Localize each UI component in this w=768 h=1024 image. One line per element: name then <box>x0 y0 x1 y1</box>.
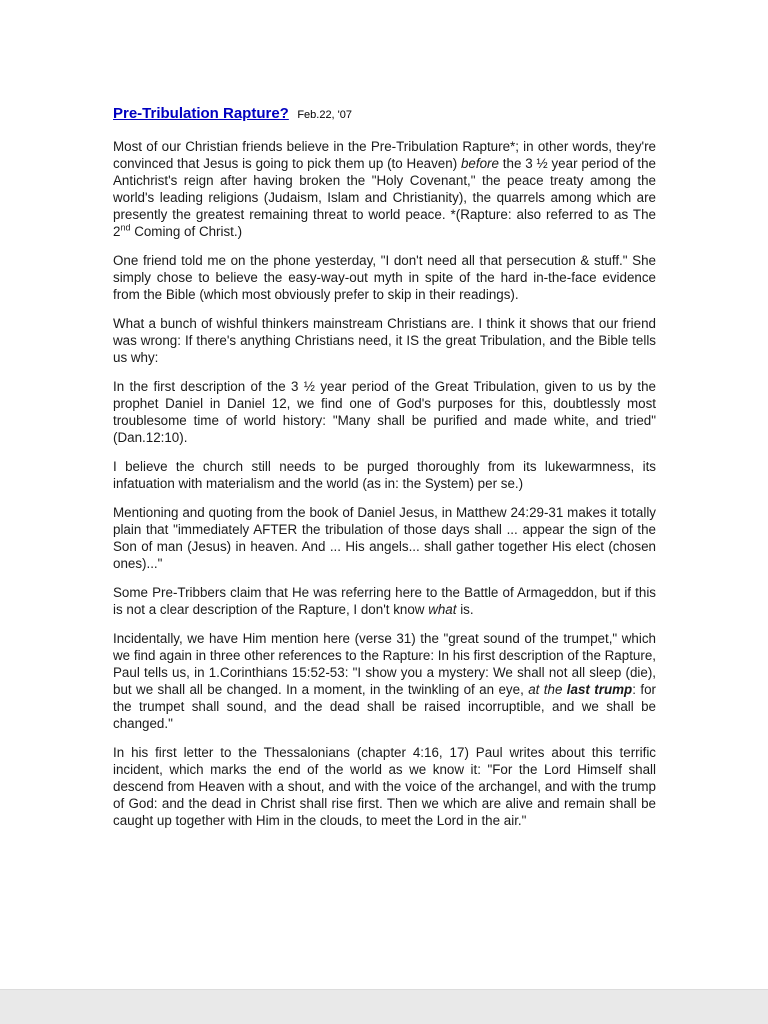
document-title-row <box>113 104 656 125</box>
viewer-footer-bar <box>0 989 768 1024</box>
document-body <box>113 104 656 841</box>
paragraph: In the first description of the 3 ½ year period of the Great Tribulation, given to us by the prophet Daniel in Daniel 12, we find one of God's purposes for this, doubtlessly most troublesome time of world history: "Many shall be purified and made white, and tried" (Dan.12:10). <box>113 379 656 445</box>
paragraph: I believe the church still needs to be purged thoroughly from its lukewarmness, its infatuation with materialism and the world (as in: the System) per se.) <box>113 459 656 491</box>
paragraph: One friend told me on the phone yesterday, "I don't need all that persecution & stuff." She simply chose to believe the easy-way-out myth in spite of the hard in-the-face evidence from the Bible (which most obviously prefer to skip in their readings). <box>113 253 656 302</box>
document-title-link[interactable]: Pre-Tribulation Rapture? <box>113 105 289 122</box>
paragraph: What a bunch of wishful thinkers mainstream Christians are. I think it shows that our friend was wrong: If there's anything Christians need, it IS the great Tribulation, and the Bible tells us why: <box>113 316 656 365</box>
paragraph: In his first letter to the Thessalonians (chapter 4:16, 17) Paul writes about this terrific incident, which marks the end of the world as we know it: "For the Lord Himself shall descend from Heaven with a shout, and with the voice of the archangel, and with the trump of God: and the dead in Christ shall rise first. Then we which are alive and remain shall be caught up together with Him in the clouds, to meet the Lord in the air." <box>113 745 656 828</box>
paragraph: Mentioning and quoting from the book of Daniel Jesus, in Matthew 24:29-31 makes it totally plain that "immediately AFTER the tribulation of those days shall ... appear the sign of the Son of man (Jesus) in heaven. And ... His angels... shall gather together His elect (chosen ones)..." <box>113 505 656 571</box>
document-date: Feb.22, '07 <box>297 109 353 121</box>
paragraph: Most of our Christian friends believe in the Pre-Tribulation Rapture*; in other words, they're convinced that Jesus is going to pick them up (to Heaven) before the 3 ½ year period of the Antichrist's reign after having broken the "Holy Covenant," the peace treaty among the world's leading religions (Judaism, Islam and Christianity), the quarrels among which are presently the greatest remaining threat to world peace. *(Rapture: also referred to as The 2nd Coming of Christ.) <box>113 139 656 239</box>
paragraph: Incidentally, we have Him mention here (verse 31) the "great sound of the trumpet," which we find again in three other references to the Rapture: In his first description of the Rapture, Paul tells us, in 1.Corinthians 15:52-53: "I show you a mystery: We shall not all sleep (die), but we shall all be changed. In a moment, in the twinkling of an eye, at the last trump: for the trumpet shall sound, and the dead shall be raised incorruptible, and we shall be changed." <box>113 631 656 731</box>
paragraph: Some Pre-Tribbers claim that He was referring here to the Battle of Armageddon, but if this is not a clear description of the Rapture, I don't know what is. <box>113 585 656 617</box>
